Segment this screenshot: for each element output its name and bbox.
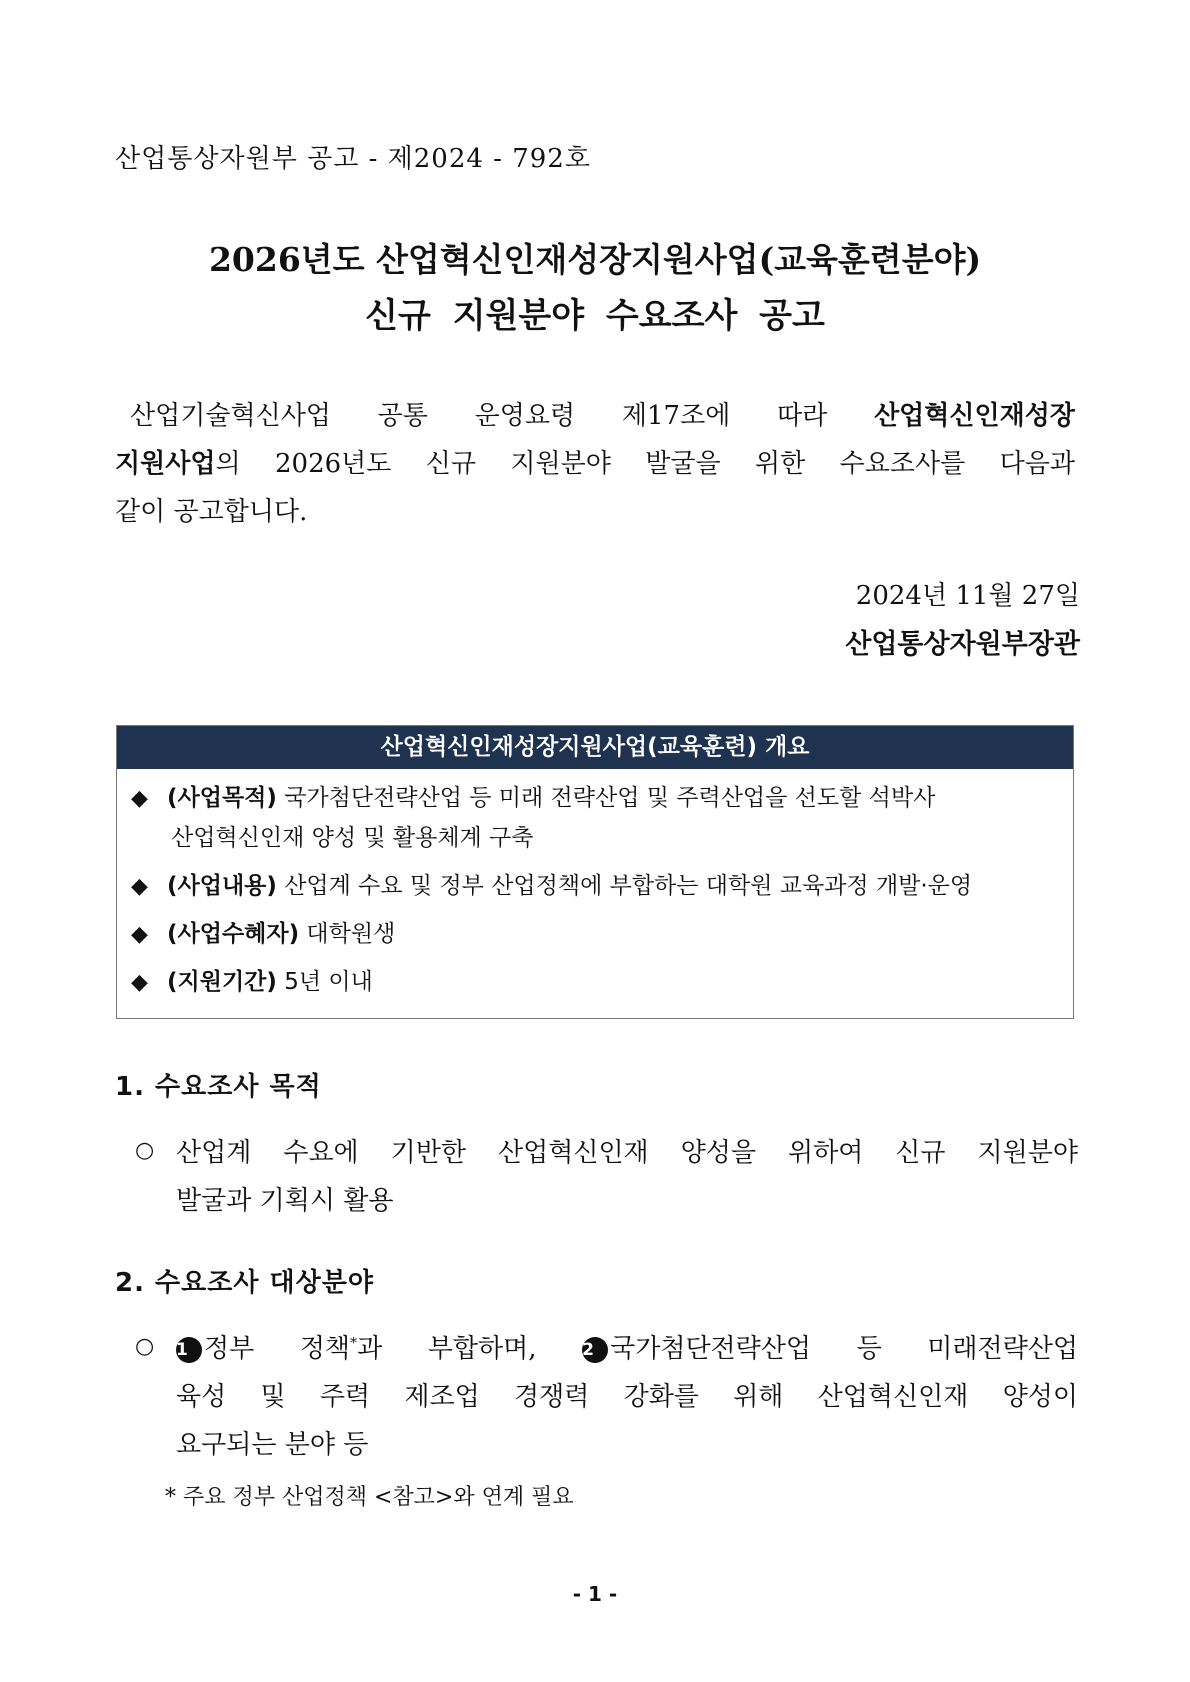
number-1-icon: 1: [176, 1337, 202, 1363]
overview-item-purpose: ◆ (사업목적) 국가첨단전략산업 등 미래 전략산업 및 주력산업을 선도할 석박사: [131, 778, 935, 819]
overview-header: 산업혁신인재성장지원사업(교육훈련) 개요: [117, 726, 1073, 769]
footnote: * 주요 정부 산업정책 <참고>와 연계 필요: [165, 1485, 574, 1510]
diamond-bullet-icon: ◆: [131, 786, 148, 811]
notice-date: 2024년 11월 27일: [855, 581, 1080, 611]
diamond-bullet-icon: ◆: [131, 922, 148, 947]
overview-item-period: ◆ (지원기간) 5년 이내: [131, 962, 373, 1003]
intro-text: 의 2026년도 신규 지원분야 발굴을 위한 수요조사를 다음과: [215, 449, 1075, 479]
document-title: [115, 232, 1075, 344]
overview-item-content: ◆ (사업내용) 산업계 수요 및 정부 산업정책에 부합하는 대학원 교육과정 개발·운영: [131, 866, 972, 907]
circle-bullet-icon: ○: [135, 1138, 155, 1163]
intro-line-3: 같이 공고합니다.: [115, 497, 308, 527]
section-2-line-2: 육성 및 주력 제조업 경쟁력 강화를 위해 산업혁신인재 양성이: [176, 1382, 1078, 1412]
section-1-line-1: 산업계 수요에 기반한 산업혁신인재 양성을 위하여 신규 지원분야: [176, 1138, 1078, 1168]
program-name-part-1: 산업혁신인재성장: [874, 401, 1075, 431]
diamond-bullet-icon: ◆: [131, 874, 148, 899]
overview-item-beneficiary: ◆ (사업수혜자) 대학원생: [131, 914, 395, 955]
intro-line-1: [115, 392, 1075, 440]
number-2-icon: 2: [582, 1337, 608, 1363]
signer: 산업통상자원부장관: [845, 629, 1080, 660]
circle-bullet-icon: ○: [135, 1334, 155, 1359]
notice-number: 산업통상자원부 공고 - 제2024 - 792호: [115, 144, 591, 174]
section-1-heading: 1. 수요조사 목적: [115, 1072, 322, 1102]
overview-item-purpose-cont: 산업혁신인재 양성 및 활용체계 구축: [171, 825, 534, 851]
section-2-line-3: 요구되는 분야 등: [176, 1430, 369, 1460]
intro-paragraph: [115, 392, 1075, 536]
program-name-part-2: 지원사업: [115, 449, 216, 479]
section-2-line-1: 1 정부 정책*과 부합하며, 2 국가첨단전략산업 등 미래전략산업: [176, 1334, 1079, 1364]
title-line-1: 2026년도 산업혁신인재성장지원사업(교육훈련분야): [208, 240, 982, 279]
overview-box: [116, 725, 1074, 1019]
section-2-heading: 2. 수요조사 대상분야: [115, 1268, 374, 1298]
title-line-2: 신규 지원분야 수요조사 공고: [365, 296, 825, 336]
intro-text: 산업기술혁신사업 공통 운영요령 제17조에 따라: [130, 401, 875, 431]
page-number: - 1 -: [572, 1582, 618, 1606]
section-1-line-2: 발굴과 기획시 활용: [176, 1186, 394, 1216]
diamond-bullet-icon: ◆: [131, 970, 148, 995]
intro-line-2: [115, 440, 1075, 488]
